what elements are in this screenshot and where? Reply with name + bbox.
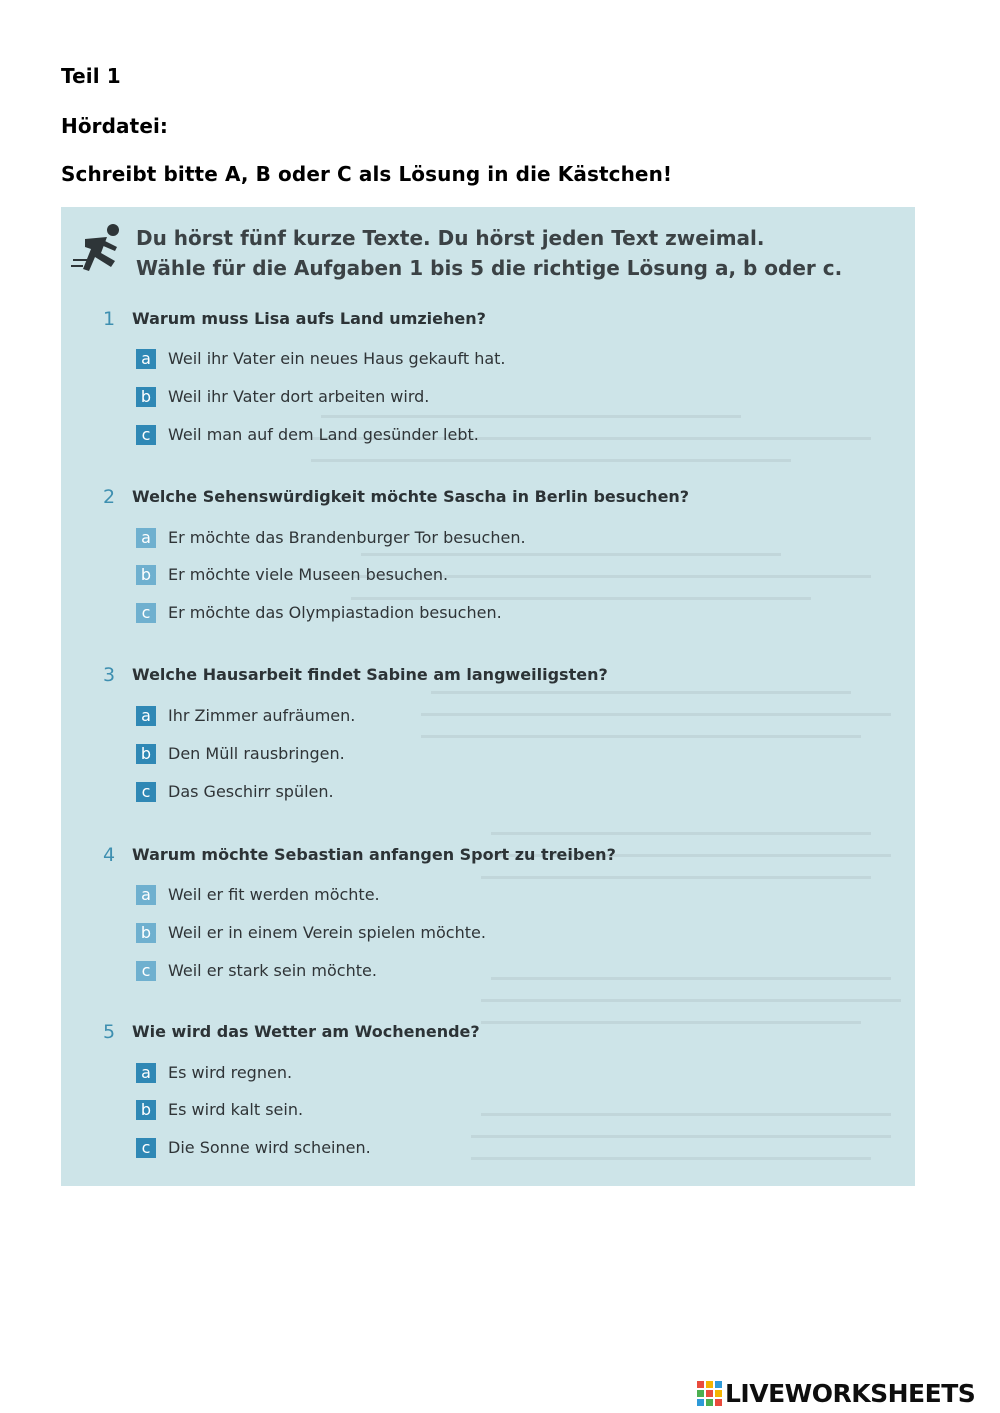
option-letter-box: b bbox=[136, 744, 156, 764]
option-text: Weil ihr Vater dort arbeiten wird. bbox=[168, 387, 430, 406]
option-text: Es wird regnen. bbox=[168, 1063, 293, 1082]
question-number: 1 bbox=[103, 308, 116, 330]
liveworksheets-logo-text: LIVEWORKSHEETS bbox=[725, 1379, 976, 1408]
task-line-1: Du hörst fünf kurze Texte. Du hörst jeden Text zweimal. bbox=[136, 226, 765, 250]
worksheet-instruction: Schreibt bitte A, B oder C als Lösung in die Kästchen! bbox=[61, 162, 673, 186]
option-letter-box: b bbox=[136, 923, 156, 943]
option-letter-box: b bbox=[136, 387, 156, 407]
liveworksheets-branding bbox=[697, 1378, 997, 1408]
option-letter-box: c bbox=[136, 1138, 156, 1158]
question-number: 3 bbox=[103, 664, 116, 686]
option-text: Er möchte das Olympiastadion besuchen. bbox=[168, 603, 502, 622]
question-text: Warum möchte Sebastian anfangen Sport zu treiben? bbox=[132, 845, 616, 864]
option-letter-box: b bbox=[136, 1100, 156, 1120]
task-line-2: Wähle für die Aufgaben 1 bis 5 die richtige Lösung a, b oder c. bbox=[136, 256, 843, 280]
question-text: Welche Sehenswürdigkeit möchte Sascha in Berlin besuchen? bbox=[132, 487, 690, 506]
option-letter-box: a bbox=[136, 706, 156, 726]
part-title: Teil 1 bbox=[61, 64, 121, 88]
option-letter-box: a bbox=[136, 1063, 156, 1083]
option-letter-box: a bbox=[136, 349, 156, 369]
option-letter-box: c bbox=[136, 425, 156, 445]
option-letter-box: a bbox=[136, 528, 156, 548]
option-text: Das Geschirr spülen. bbox=[168, 782, 334, 801]
option-text: Weil er stark sein möchte. bbox=[168, 961, 377, 980]
option-text: Die Sonne wird scheinen. bbox=[168, 1138, 371, 1157]
task-instruction bbox=[136, 223, 842, 283]
option-text: Er möchte viele Museen besuchen. bbox=[168, 565, 449, 584]
question-text: Welche Hausarbeit findet Sabine am langweiligsten? bbox=[132, 665, 608, 684]
option-letter-box: b bbox=[136, 565, 156, 585]
audio-file-label: Hördatei: bbox=[61, 114, 169, 138]
question-number: 5 bbox=[103, 1021, 116, 1043]
question-number: 4 bbox=[103, 844, 116, 866]
scanned-exercise bbox=[61, 207, 915, 1186]
liveworksheets-logo-icon bbox=[697, 1381, 723, 1407]
option-letter-box: c bbox=[136, 603, 156, 623]
option-text: Den Müll rausbringen. bbox=[168, 744, 345, 763]
option-text: Weil er in einem Verein spielen möchte. bbox=[168, 923, 486, 942]
option-text: Es wird kalt sein. bbox=[168, 1100, 304, 1119]
option-text: Er möchte das Brandenburger Tor besuchen. bbox=[168, 528, 526, 547]
question-text: Wie wird das Wetter am Wochenende? bbox=[132, 1022, 480, 1041]
option-text: Weil man auf dem Land gesünder lebt. bbox=[168, 425, 479, 444]
question-text: Warum muss Lisa aufs Land umziehen? bbox=[132, 309, 486, 328]
option-letter-box: c bbox=[136, 782, 156, 802]
option-letter-box: c bbox=[136, 961, 156, 981]
option-text: Weil er fit werden möchte. bbox=[168, 885, 380, 904]
option-letter-box: a bbox=[136, 885, 156, 905]
listening-runner-icon bbox=[71, 221, 129, 279]
option-text: Weil ihr Vater ein neues Haus gekauft hat. bbox=[168, 349, 506, 368]
question-number: 2 bbox=[103, 486, 116, 508]
option-text: Ihr Zimmer aufräumen. bbox=[168, 706, 356, 725]
